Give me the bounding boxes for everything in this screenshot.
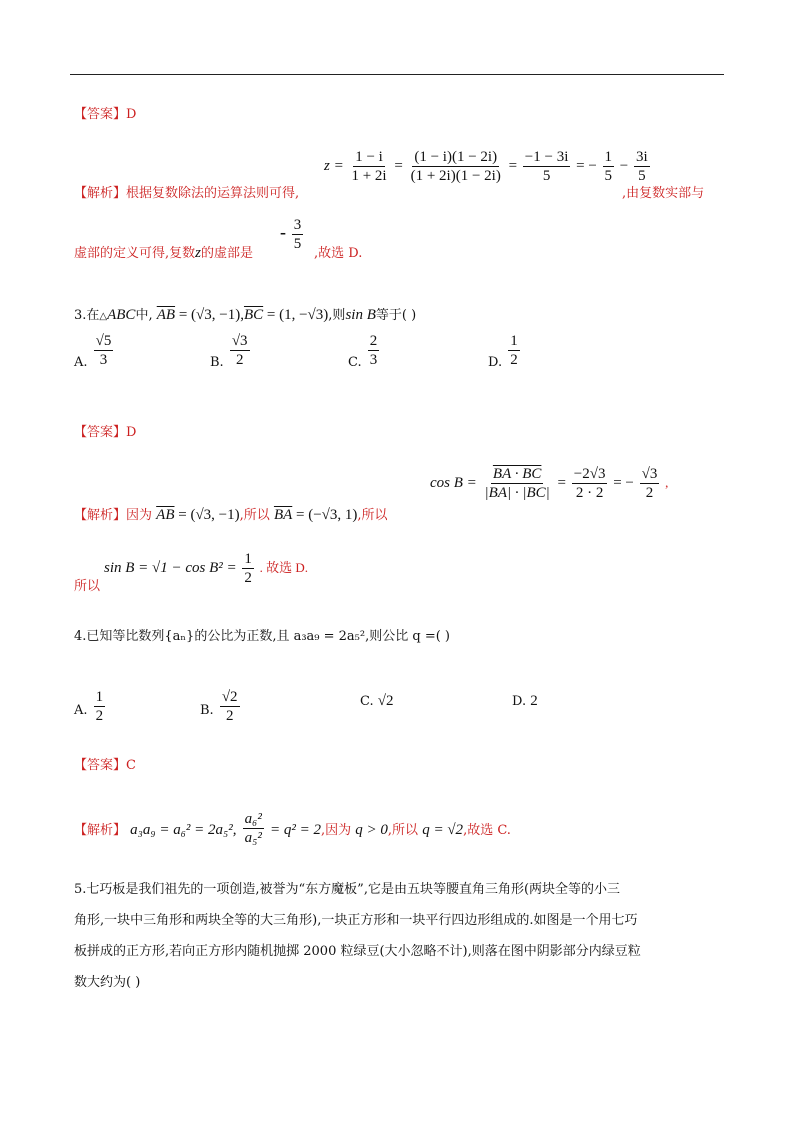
q3-stem: 3.在△ABC中, $\overline{AB} = (√3$, $-1),\overline{BC} = (1$, −√3),则sin B等于( ) (74, 307, 417, 323)
q2-frac2: $\frac{(1 - i)(1 - 2i)}{(1 + 2i)(1 - 2i)}$ (410, 149, 501, 184)
q2-analysis-line1: 【解析】根据复数除法的运算法则可得, (74, 186, 300, 201)
q3-option-a: A. $\frac{√5}{3}$ (74, 333, 112, 370)
q3-cos-formula: cos B = $\frac{BA \cdot BC}{|BA| \cdot |BC|}$ = $\frac{-2√3}{2 \cdot 2}$ = − $\frac{√3}{2}$ , (430, 466, 669, 501)
q2-frac5: $\frac{3i}{5}$ (636, 149, 648, 184)
q2-frac4: $\frac{1}{5}$ (604, 149, 613, 184)
q3-sin-formula: sin B = √1 − cos B² = $\frac{1}{2}$ . 故选 D. (104, 551, 309, 586)
q5-line1: 5.七巧板是我们祖先的一项创造,被誉为“东方魔板”,它是由五块等腰直角三角形(两块全等的小三 (74, 882, 621, 897)
q2-frac-3-5: $\frac{3}{5}$ (293, 217, 302, 252)
q5-line2: 角形,一块中三角形和两块全等的大三角形),一块正方形和一块平行四边形组成的.如图是一个用七巧 (74, 913, 638, 928)
q2-frac3: $\frac{-1 - 3i}{5}$ (524, 149, 569, 184)
header-rule (70, 74, 724, 75)
q3-answer-label: 【答案】D (74, 425, 137, 440)
q2-analysis-tail1: ,由复数实部与 (622, 186, 705, 201)
q4-option-b: B. $\frac{√2}{2}$ (200, 689, 238, 724)
q4-option-a: A. $\frac{1}{2}$ (74, 689, 104, 724)
q4-answer-label: 【答案】C (74, 758, 136, 773)
q4-option-d: D. 2 (512, 693, 538, 709)
q3-analysis-line1: 【解析】因为 $\overline{AB} = (√3$, −1),所以 $\overline{BA} = (-√3$, 1),所以 (74, 507, 388, 523)
q2-answer-label: 【答案】D (74, 107, 137, 122)
q2-analysis-tail2: ,故选 D. (314, 246, 363, 261)
q2-analysis-line2: 虚部的定义可得,复数z的虚部是 (74, 245, 253, 261)
q2-division-formula: z = $\frac{1 - i}{1 + 2i}$ = $\frac{(1 - i)(1 - 2i)}{(1 + 2i)(1 - 2i)}$ = $\frac{-1 - 3i}{5}$ = − $\frac{1}{5}$ − $\frac{3i}{5}$ (324, 149, 648, 184)
q2-eq-z: z = (324, 157, 344, 174)
q3-option-c: C. $\frac{2}{3}$ (348, 333, 378, 370)
q2-imag-part: - $\frac{3}{5}$ (280, 217, 302, 252)
q4-stem: 4.已知等比数列{aₙ}的公比为正数,且 a₃a₉ = 2a₅²,则公比 q =( ) (74, 629, 450, 644)
q3-suoyi: 所以 (74, 579, 101, 594)
q3-option-b: B. $\frac{√3}{2}$ (210, 333, 248, 370)
q3-option-d: D. $\frac{1}{2}$ (488, 333, 518, 370)
q4-option-c: C. √2 (360, 693, 394, 709)
q4-analysis: 【解析】 a₃a₉ = a₆² = 2a₅², $\frac{\text{a₆²}}{\text{a₅²}}$ = q² = 2,因为 q > 0,所以 q = √2,故选 C. (74, 811, 511, 846)
q2-frac1: $\frac{1 - i}{1 + 2i}$ (351, 149, 387, 184)
q5-line3: 板拼成的正方形,若向正方形内随机抛掷 2000 粒绿豆(大小忽略不计),则落在图中阴影部分内绿豆粒 (74, 944, 641, 959)
q5-line4: 数大约为( ) (74, 975, 141, 990)
